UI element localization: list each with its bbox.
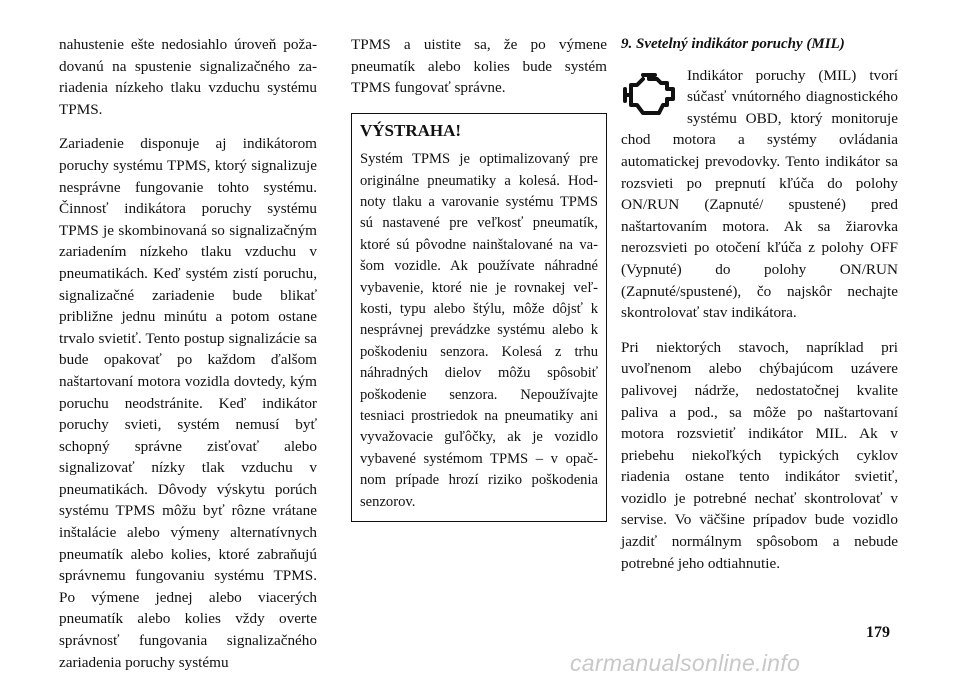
- left-paragraph-2: Zariadenie disponuje aj indikátorom poruchy systému TPMS, ktorý signalizuje nesprávne fungovanie tohto systému. Činnosť indikátora poruchy systému TPMS je skombinovaná so signalizačným zariadením nízkeho tlaku vzduchu v pneumatikách. Keď systém zistí poruchu, signalizačné zariadenie bude blikať približne jednu minútu a potom ostane trvalo svietiť. Tento postup signalizácie sa bude opakovať po každom ďalšom naštartovaní motora vozidla dovtedy, kým poruchu neodstránite. Keď indikátor poruchy svieti, systém nemusí byť schopný správne zisťovať alebo signalizovať nízky tlak vzduchu v pneumatikách. Dôvody výskytu porúch systému TPMS môžu byť rôzne vrátane inštalácie alebo výmeny alternatívnych pneumatík alebo kolies, ktoré zabraňujú správnemu fungovaniu systému TPMS. Po výmene jednej alebo viacerých pneumatík alebo kolies vždy overte správnosť fungovania signalizačného zariadenia poruchy systému: [59, 135, 317, 671]
- page-number: 179: [866, 624, 890, 641]
- warning-box: [351, 113, 607, 522]
- right-column: [621, 34, 898, 587]
- left-column: [59, 34, 317, 686]
- left-paragraph-1: nahustenie ešte nedosiahlo úroveň požadovanú na spustenie signalizačného zariadenia nízkeho tlaku vzduchu systému TPMS.: [59, 36, 317, 118]
- middle-column: [351, 34, 607, 522]
- middle-paragraph-1: TPMS a uistite sa, že po výmene pneumatík alebo kolies bude systém TPMS fungovať správne.: [351, 36, 607, 97]
- mil-block: [621, 65, 898, 324]
- warning-text: Systém TPMS je optimalizovaný pre originálne pneumatiky a kolesá. Hodnoty tlaku a varovanie systému TPMS sú nastavené pre veľkosť pneumatík, ktoré sú pôvodne nainštalované na vašom vozidle. Ak používate náhradné vybavenie, ktoré nie je rovnakej veľkosti, typu alebo štýlu, môže dôjsť k nesprávnej prevádzke systému alebo k poškodeniu senzora. Kolesá z trhu náhradných dielov môžu spôsobiť poškodenie senzora. Nepoužívajte tesniaci prostriedok na pneumatiky ani vyvažovacie guľôčky, ak je vozidlo vybavené systémom TPMS – v opačnom prípade hrozí riziko poškodenia senzorov.: [360, 151, 598, 510]
- right-paragraph-2: Pri niektorých stavoch, napríklad pri uvoľnenom alebo chýbajúcom uzávere palivovej nádrže, nedostatočnej kvalite paliva a pod., sa môže po naštartovaní motora rozsvietiť indikátor MIL. Ak v priebehu niekoľkých typických cyklov riadenia ostane tento indikátor svietiť, vozidlo je potrebné nechať skontrolovať v servise. Vo väčšine prípadov bude vozidlo jazdiť normálnym spôsobom a nebude potrebné jeho odtiahnutie.: [621, 338, 898, 572]
- watermark-text: carmanualsonline.info: [570, 650, 801, 676]
- warning-title: VÝSTRAHA!: [360, 120, 462, 140]
- right-paragraph-1: Indikátor poruchy (MIL) tvorí súčasť vnútorného diagnostického systému OBD, ktorý monitoruje chod motora a systémy ovládania automatickej prevodovky. Tento indikátor sa rozsvieti po prepnutí kľúča do polohy ON/RUN (Zapnuté/ spustené) pred naštartovaním motora. Ak sa žiarovka nerozsvieti po otočení kľúča z polohy OFF (Vypnuté) do polohy ON/RUN (Zapnuté/spustené), čo najskôr nechajte skontrolovať stav indikátora.: [621, 66, 898, 322]
- engine-check-icon: [621, 67, 679, 119]
- section-heading-mil: 9. Svetelný indikátor poruchy (MIL): [621, 36, 845, 52]
